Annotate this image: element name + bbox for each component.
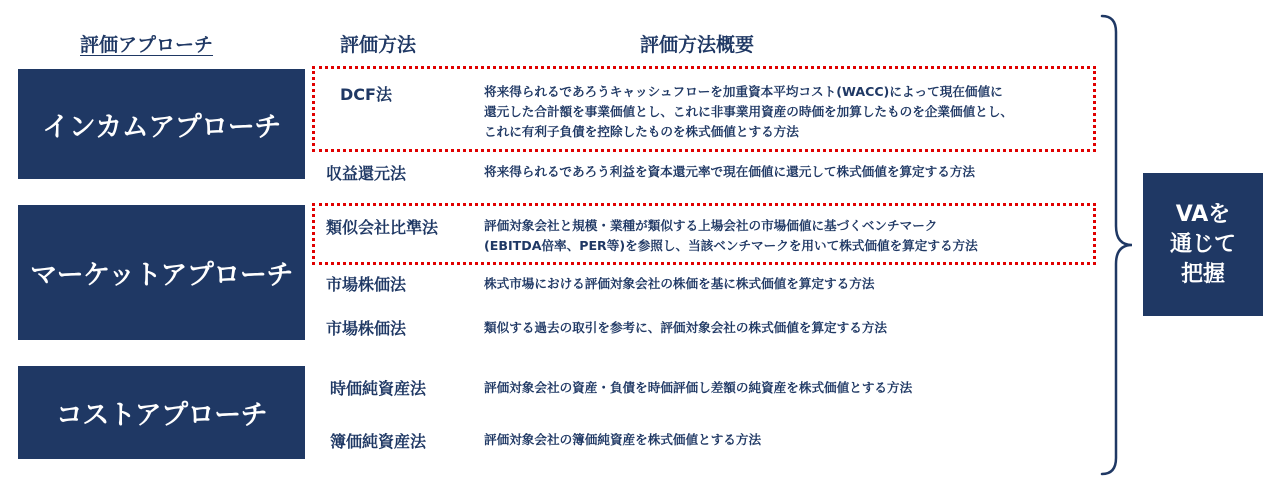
method-desc-transaction: 類似する過去の取引を参考に、評価対象会社の株式価値を算定する方法 [484,320,887,335]
method-desc-market-price: 株式市場における評価対象会社の株価を基に株式価値を算定する方法 [484,276,875,291]
method-name-book-net-assets: 簿価純資産法 [330,432,427,451]
method-name-market-price: 市場株価法 [326,275,407,294]
method-name-dcf: DCF法 [340,85,392,104]
method-desc-market-net-assets: 評価対象会社の資産・負債を時価評価し差額の純資産を株式価値とする方法 [484,380,913,395]
method-name-market-net-assets: 時価純資産法 [330,379,427,398]
va-line-1: VAを [1175,201,1231,227]
method-desc-dcf-line2: 還元した合計額を事業価値とし、これに非事業用資産の時価を加算したものを企業価値とし、 [484,104,1013,119]
method-name-comparable: 類似会社比準法 [326,218,439,237]
va-line-3: 把握 [1180,261,1225,287]
header-method: 評価方法 [340,34,417,56]
va-summary-box [1143,173,1263,316]
method-desc-book-net-assets: 評価対象会社の簿価純資産を株式価値とする方法 [484,432,762,447]
header-approach: 評価アプローチ [80,34,214,56]
method-desc-dcf-line1: 将来得られるであろうキャッシュフローを加重資本平均コスト(WACC)によって現在価値に [484,84,1003,99]
method-name-transaction: 市場株価法 [326,319,407,338]
method-desc-capitalization: 将来得られるであろう利益を資本還元率で現在価値に還元して株式価値を算定する方法 [484,164,976,179]
method-name-capitalization: 収益還元法 [326,164,407,183]
method-desc-comparable-line2: (EBITDA倍率、PER等)を参照し、当該ベンチマークを用いて株式価値を算定する方法 [484,238,978,253]
cost-approach-box: コストアプローチ [18,366,305,459]
method-desc-comparable-line1: 評価対象会社と規模・業種が類似する上場会社の市場価値に基づくベンチマーク [484,218,938,233]
right-curly-brace [1100,14,1134,476]
method-desc-dcf-line3: これに有利子負債を控除したものを株式価値とする方法 [484,124,799,139]
income-approach-box: インカムアプローチ [18,69,305,179]
header-summary: 評価方法概要 [640,34,755,56]
va-line-2: 通じて [1169,231,1236,257]
market-approach-box: マーケットアプローチ [18,205,305,340]
